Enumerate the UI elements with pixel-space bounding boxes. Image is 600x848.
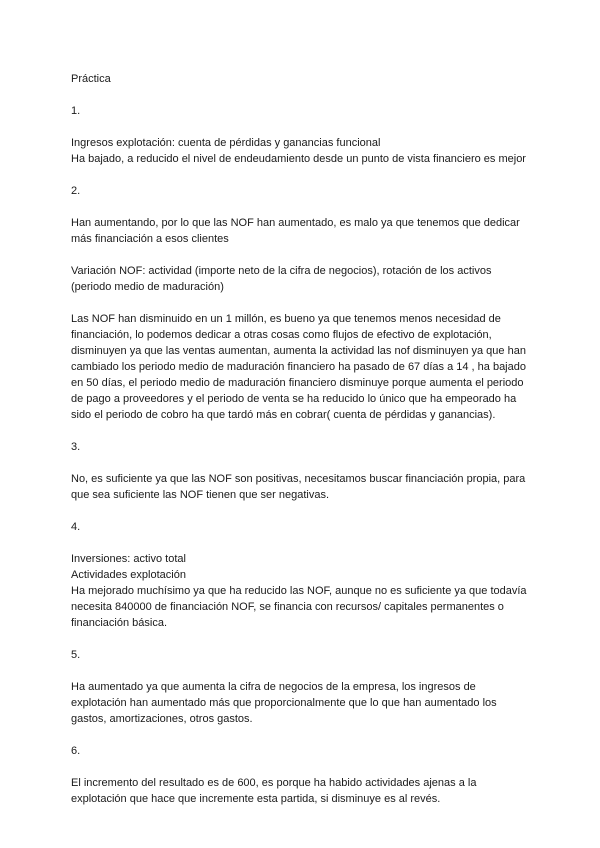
section-2-paragraph: Han aumentando, por lo que las NOF han aumentado, es malo ya que tenemos que dedicar más financiación a esos clientes — [71, 217, 520, 245]
section-1-number: 1. — [71, 105, 81, 117]
section-5-paragraph: Ha aumentado ya que aumenta la cifra de negocios de la empresa, los ingresos de explotación han aumentado más que proporcionalmente que lo que han aumentado los gastos, amortizaciones, otros gastos. — [71, 681, 497, 725]
document-title: Práctica — [71, 73, 111, 85]
document-body — [71, 71, 531, 807]
section-1-line: Ha bajado, a reducido el nivel de endeudamiento desde un punto de vista financiero es mejor — [71, 153, 526, 165]
section-4-line: Inversiones: activo total — [71, 553, 186, 565]
section-3-paragraph: No, es suficiente ya que las NOF son positivas, necesitamos buscar financiación propia, para que sea suficiente las NOF tienen que ser negativas. — [71, 473, 526, 501]
section-2-paragraph: Variación NOF: actividad (importe neto de la cifra de negocios), rotación de los activos (periodo medio de maduración) — [71, 265, 492, 293]
section-2-number: 2. — [71, 185, 81, 197]
section-1-line: Ingresos explotación: cuenta de pérdidas y ganancias funcional — [71, 137, 381, 149]
section-6-number: 6. — [71, 745, 81, 757]
section-4-line: Ha mejorado muchísimo ya que ha reducido las NOF, aunque no es suficiente ya que todavía necesita 840000 de financiación NOF, se financia con recursos/ capitales permanentes o financiación básica. — [71, 585, 527, 629]
section-5-number: 5. — [71, 649, 81, 661]
section-2-paragraph: Las NOF han disminuido en un 1 millón, es bueno ya que tenemos menos necesidad de financiación, lo podemos dedicar a otras cosas como flujos de efectivo de explotación, disminuyen ya que las ventas aumentan, aumenta la actividad las nof disminuyen ya que han cambiado los periodo medio de maduración financiero ha pasado de 67 días a 14 , ha bajado en 50 días, el periodo medio de maduración financiero disminuye porque aumenta el periodo de pago a proveedores y el periodo de venta se ha reducido lo único que ha empeorado ha sido el periodo de cobro ha que tardó más en cobrar( cuenta de pérdidas y ganancias). — [71, 313, 526, 421]
section-6-paragraph: El incremento del resultado es de 600, es porque ha habido actividades ajenas a la explotación que hace que incremente esta partida, si disminuye es al revés. — [71, 777, 477, 805]
section-3-number: 3. — [71, 441, 81, 453]
section-4-line: Actividades explotación — [71, 569, 186, 581]
section-4-number: 4. — [71, 521, 81, 533]
